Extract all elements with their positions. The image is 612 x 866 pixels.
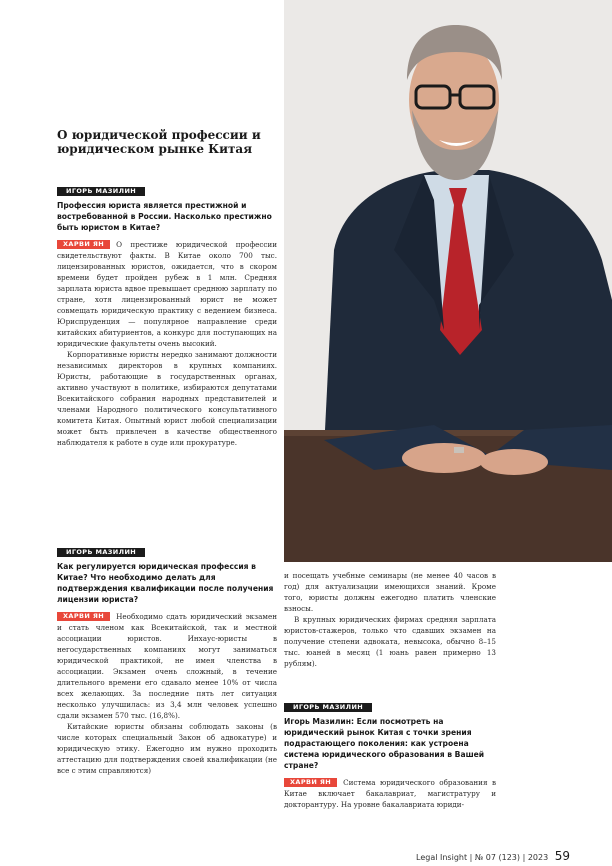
interviewer-label: ИГОРЬ МАЗИЛИН	[57, 187, 145, 196]
article-title: О юридической профессии и юридическом рынке Китая	[57, 128, 261, 156]
interviewer-label: ИГОРЬ МАЗИЛИН	[284, 703, 372, 712]
question-1: Профессия юриста является престижной и востребованной в России. Насколько престижно быть юристом в Китае?	[57, 201, 272, 232]
answer-1-text-1: О престиже юридической профессии свидетельствуют факты. В Китае около 700 тыс. лицензированных юристов, ожидается, что в скором времени будет пройден рубеж в 1 млн. Средняя зарплата юриста вдвое превышает среднюю зарплату по стране, хотя лицензированный юрист не может совмещать юридическую практику с ведением бизнеса. Юриспруденция — популярное направление среди китайских абитуриентов, а конкурс для поступающих на юридические факультеты очень высокий.	[57, 240, 277, 348]
page-footer	[416, 849, 570, 863]
interviewer-label: ИГОРЬ МАЗИЛИН	[57, 548, 145, 557]
respondent-label: ХАРВИ ЯН	[57, 240, 110, 249]
answer-2-paragraph-1	[57, 611, 277, 721]
answer-2-paragraph-4: В крупных юридических фирмах средняя зарплата юристов-стажеров, только что сдавших экзамен на получение степени адвоката, невысока, обычно 8–15 тыс. юаней в месяц (1 юань равен примерно 13 рублям).	[284, 615, 496, 668]
footer-separator: |	[469, 853, 475, 862]
question-2: Как регулируется юридическая профессия в Китае? Что необходимо делать для подтверждения квалификации после получения лицензии юриста?	[57, 562, 274, 604]
footer-separator: |	[522, 853, 528, 862]
issue-year: 2023	[527, 853, 549, 862]
answer-2-paragraph-3: и посещать учебные семинары (не менее 40 часов в год) для актуализации имеющихся знаний. Кроме того, юристы должны ежегодно платить членские взносы.	[284, 571, 496, 613]
answer-1-paragraph-2: Корпоративные юристы нередко занимают должности независимых директоров в крупных компаниях. Юристы, работающие в государственных органах, активно участвуют в политике, избираются депутатами Всекитайского собрания народных представителей и членами Народного политического консультативного комитета Китая. Опытный юрист любой специализации может быть привлечен в качестве общественного наблюдателя к работе в суде или прокуратуре.	[57, 350, 277, 447]
qa-block-1	[57, 178, 277, 448]
page-number: 59	[554, 849, 570, 863]
respondent-label: ХАРВИ ЯН	[284, 778, 337, 787]
answer-1-paragraph-1	[57, 239, 277, 349]
answer-3-text-1: Система юридического образования в Китае включает бакалавриат, магистратуру и докторантуру. На уровне бакалавриата юриди-	[284, 778, 496, 809]
answer-2-paragraph-2: Китайские юристы обязаны соблюдать законы (в числе которых специальный Закон об адвокатуре) и юридическую этику. Ежегодно им нужно проходить аттестацию для подтверждения своей квалификации (не все с этим справляются)	[57, 722, 277, 775]
interviewee-photo	[284, 0, 612, 562]
answer-3-paragraph-1	[284, 777, 496, 810]
respondent-label: ХАРВИ ЯН	[57, 612, 110, 621]
qa-block-2	[57, 539, 277, 776]
magazine-name: Legal Insight	[416, 853, 468, 862]
qa-block-2-continued	[284, 570, 496, 669]
qa-block-3	[284, 694, 496, 810]
question-3: Игорь Мазилин: Если посмотреть на юридический рынок Китая с точки зрения подрастающего поколения: как устроена система юридического образования в Вашей стране?	[284, 717, 485, 770]
answer-2-text-1: Необходимо сдать юридический экзамен и стать членом как Всекитайской, так и местной ассоциации юристов. Инхаус-юристы в негосударственных компаниях могут заниматься юридической практикой, не имея членства в ассоциации. Экзамен очень сложный, в течение длительного времени его сдавало менее 10% от числа всех желающих. За последние пять лет ситуация несколько улучшилась: из 3,4 млн человек успешно сдали экзамен 570 тыс. (16,8%).	[57, 612, 277, 720]
issue-number: № 07 (123)	[474, 853, 521, 862]
